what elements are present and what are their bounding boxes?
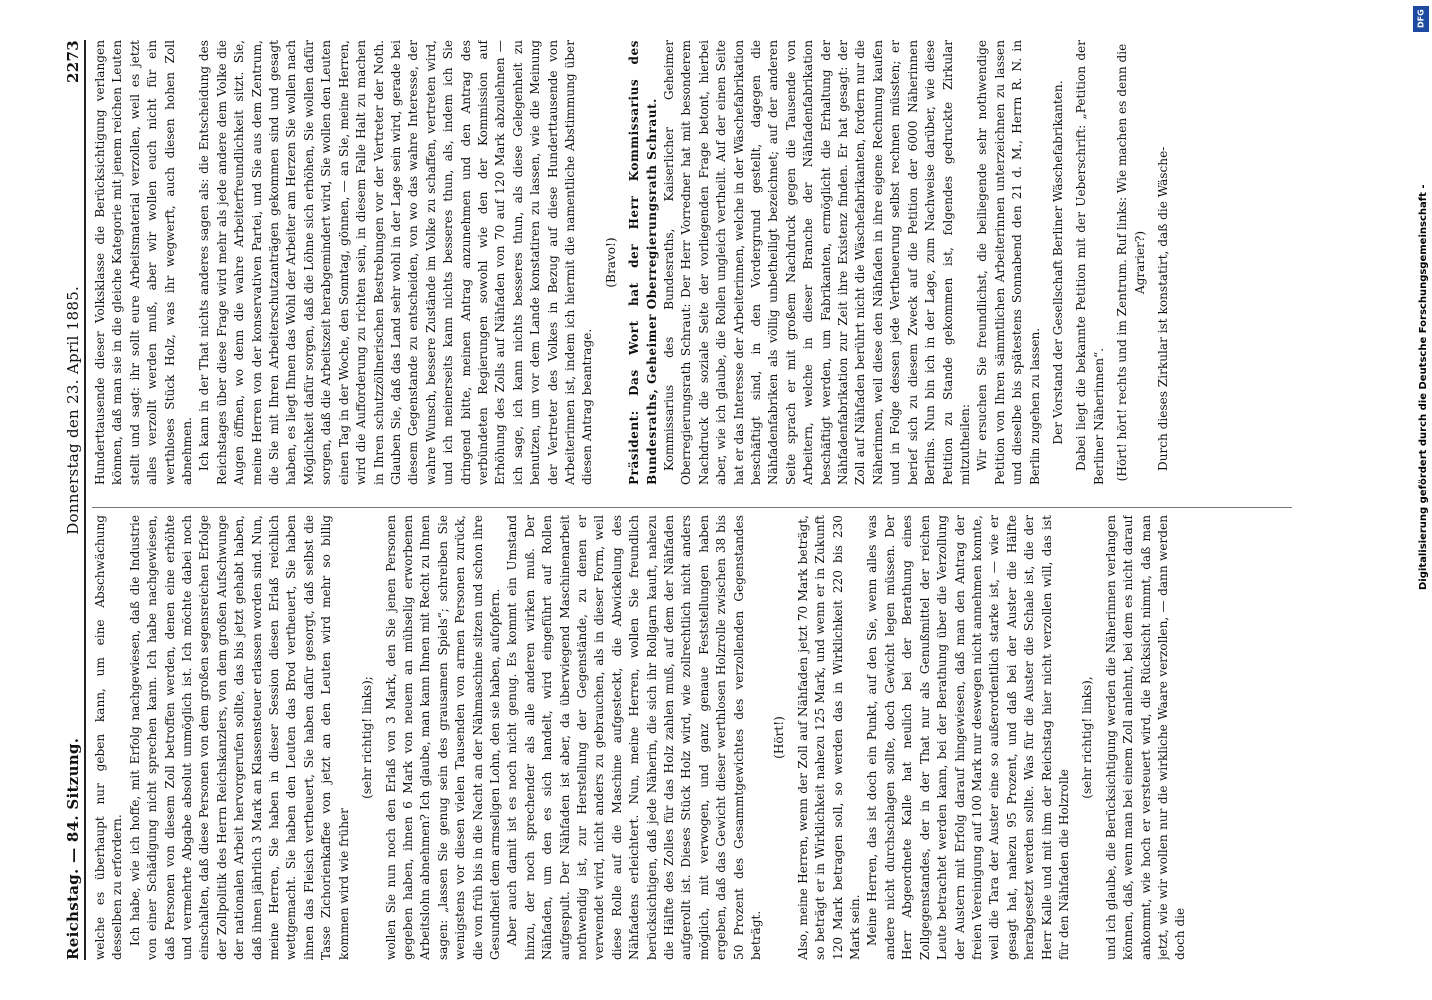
- page-number: 2273: [64, 40, 82, 83]
- interjection: (Bravo!): [603, 237, 618, 288]
- page-header: [58, 40, 86, 960]
- paragraph: Hunderttausende dieser Volksklasse die Berücksichtigung verlangen können, daß man sie in die gleiche Kategorie mit jenem reichen Leuten stellt und sagt: ihr sollt eure Arbeitsmaterial verzollen, weil es jetzt alles verzollt werden muß, aber wir wollen euch nicht für ein werthloses Stück Holz, was ihr wegwerft, auch diesen hohen Zoll abnehmen.: [93, 40, 195, 485]
- paragraph: Durch dieses Zirkular ist konstatirt, daß die Wäsche-: [1155, 146, 1170, 471]
- column-divider: [92, 507, 1292, 508]
- paragraph: Dabei liegt die bekannte Petition mit der Ueberschrift: „Petition der Berliner Näherinnen“.: [1074, 40, 1106, 485]
- dfg-credit: Digitalisierung gefördert durch die Deutsche Forschungsgemeinschaft -: [1418, 184, 1429, 590]
- interjection: (Hört! hört! rechts und im Zentrum. Ruf links: Wie machen es denn die Agrarier?): [1115, 43, 1147, 482]
- interjection: (sehr richtig! links);: [360, 676, 375, 799]
- interjection: Der Vorstand der Gesellschaft Berliner Wäschefabrikanten.: [1050, 80, 1065, 445]
- header-session: Reichstag. — 84. Sitzung.: [64, 737, 82, 960]
- paragraph: Kommissarius des Bundesraths, Kaiserlicher Geheimer Oberregierungsrath Schraut: Der Herr Vorredner hat mit besonderem Nachdruck die soziale Seite der vorliegenden Frage betont, hierbei aber, wie ich glaube, die Rollen ungleich vertheilt. Auf der einen Seite hat er das Interesse der Arbeiterinnen, welche in der Wäschefabrikation beschäftigt sind, in den Vordergrund gestellt, dagegen die Nähfadenfabriken als völlig unbetheiligt bezeichnet; auf der anderen Seite sprach er mit großem Nachdruck gegen die Tausende von Arbeitern, welche in dieser Branche der Nähfadenfabrikation beschäftigt werden, um Fabrikanten, ermöglicht die Erhaltung der Nähfadenfabrikation zur Zeit ihre Existenz finden. Er hat gesagt: der Zoll auf Nähfaden berührt nicht die Wäschefabrikanten, fordern nur die Näherinnen, weil diese den Nähfaden in ihre eigene Rechnung kaufen und in Folge dessen jede Vertheuerung selbst rechnen müssten; er berief sich zu diesem Zweck auf die Petition der 6000 Näherinnen Berlins. Nun bin ich in der Lage, zum Nachweise darüber, wie diese Petition zu Stande gekommen ist, folgendes gedruckte Zirkular mitzutheilen:: [662, 40, 972, 485]
- text-column-left: [92, 515, 1297, 960]
- interjection: (Hört!): [772, 716, 787, 759]
- paragraph: welche es überhaupt nur geben kann, um eine Abschwächung desselben zu erfordern.: [93, 515, 125, 960]
- interjection: (sehr richtig! links),: [1080, 676, 1095, 799]
- paragraph: Also, meine Herren, wenn der Zoll auf Nähfaden jetzt 70 Mark beträgt, so beträgt er in Wirklichkeit nahezu 125 Mark, und wenn er in Zukunft 120 Mark betragen soll, so werden das in Wirklichkeit 220 bis 230 Mark sein.: [795, 515, 863, 960]
- paragraph: und ich glaube, die Berücksichtigung werden die Näherinnen verlangen können, daß, wenn man bei einem Zoll anlehnt, bei dem es nicht darauf ankommt, wie hoch er versteuert wird, die Rücksicht nimmt, daß man jetzt, wie wir wollen nur die wirkliche Waare verzollen, — dann werden doch die: [1103, 515, 1188, 960]
- paragraph: wollen Sie nun noch den Erlaß von 3 Mark, den Sie jenen Personen gegeben haben, ihnen 6 Mark von neuem an mühselig erworbenen Arbeitslohn abnehmen? Ich glaube, man kann Ihnen mit Recht zu Ihnen sagen: „lassen Sie genug sein des grausamen Spiels“; schreiben Sie wenigstens vor diesen vielen Tausenden von armen Personen zurück, die von früh bis in die Nacht an der Nähmaschine sitzen und schon ihre Gesundheit dem armseligen Lohn, den sie haben, aufopfern.: [383, 515, 502, 960]
- paragraph: Ich habe, wie ich hoffe, mit Erfolg nachgewiesen, daß die Industrie von einer Schädigung nicht sprechen kann. Ich habe nachgewiesen, daß Personen von diesem Zoll betroffen werden, denen eine erhöhte und vermehrte Abgabe absolut unmöglich ist. Ich möchte dabei noch einschalten, daß diese Personen von dem großen segensreichen Erfolge der Zollpolitik des Herrn Reichskanzlers, von dem großen Aufschwunge der nationalen Arbeit hervorgerufen sollte, das bis jetzt gehabt haben, daß ihnen jährlich 3 Mark an Klassensteuer erlassen worden sind. Nun, meine Herren, Sie haben in dieser Session diesen Erlaß reichlich wettgemacht. Sie haben den Leuten das Brod vertheuert, Sie haben ihnen das Fleisch vertheuert, Sie haben dafür gesorgt, daß selbst die Tasse Zichorienkaffee von jetzt an den Leuten wird mehr so billig kommen wird wie früher: [127, 515, 351, 960]
- paragraph: Aber auch damit ist es noch nicht genug. Es kommt ein Umstand hinzu, der noch sprechender als alle anderen wirken muß. Der Nähfaden, um den es sich handelt, wird eingeführt auf Rollen aufgespult. Der Nähfaden ist aber, da überwiegend Maschinenarbeit nothwendig ist, zur Herstellung der Gegenstände, zu denen er verwendet wird, nicht anders zu gebrauchen, als in dieser Form, weil diese Rolle auf die Maschine aufgesteckt, die Abwickelung des Nähfadens erleichtert. Nun, meine Herren, wollen Sie freundlich berücksichtigen, daß jede Näherin, die sich ihr Rollgarn kauft, nahezu die Hälfte des Zolles für das Holz zahlen muß, auf dem der Nähfaden aufgerollt ist. Dieses Stück Holz wird, wie zollrechtlich nicht anders möglich, mit verwogen, und ganz genaue Feststellungen haben ergeben, daß das Gewicht dieser werthlosen Holzrolle zwischen 38 bis 50 Prozent des Gesammtgewichtes des verzollenden Gegenstandes beträgt.: [505, 515, 764, 960]
- paragraph: Wir ersuchen Sie freundlichst, die beiliegende sehr nothwendige Petition von Ihren sämmtlichen Arbeiterinnen unterzeichnen zu lassen und dieselbe bis spätestens Sonnabend den 21 d. M., Herrn R. N. in Berlin zugehen zu lassen.: [975, 40, 1042, 485]
- paragraph: Meine Herren, das ist doch ein Punkt, auf den Sie, wenn alles was andere nicht durchschlagen sollte, doch Gewicht legen müssen. Der Herr Abgeordnete Kalle hat neulich bei der Berathung eines Zollgegenstandes, der in der That nur als Genußmittel der reichen Leute betrachtet werden kann, bei der Berathung über die Verzollung der Austern mit Erfolg darauf hingewiesen, daß man den Antrag der freien Vereinigung auf 100 Mark nur deswegen nicht annehmen konnte, weil die Tara der Auster eine so außerordentlich starke ist, — wie er gesagt hat, nahezu 95 Prozent, und daß bei der Auster die Hälfte herabgesetzt werden sollte. Was für die Auster die Schale ist, die der Herr Kalle und mit ihm der Reichstag hier nicht verzollen will, das ist für den Nähfaden die Holzrolle: [865, 515, 1071, 960]
- text-column-right: [92, 40, 1297, 485]
- paragraph: Ich kann in der That nichts anderes sagen als: die Entscheidung des Reichstages über diese Frage wird mehr als jede andere dem Volke die Augen öffnen, wo denn die wahre Arbeiterfreundlichkeit sitzt. Sie, meine Herren von der konservativen Partei, und Sie aus dem Zentrum, die Sie mit Ihren Arbeiterschutzanträgen gekommen sind und gesagt haben, es liegt Ihnen das Wohl der Arbeiter am Herzen Sie wollen nach Möglichkeit dafür sorgen, daß die Löhne sich erhöhen, Sie wollen dafür sorgen, daß die Arbeitszeit herabgemindert wird, Sie wollen den Leuten einen Tag in der Woche, den Sonntag, gönnen, — an Sie, meine Herren, wird die Aufforderung zu richten sein, in diesem Falle Halt zu machen in Ihren schutzzöllnerischen Bestrebungen vor der Vertreter der Noth. Glauben Sie, daß das Land sehr wohl in der Lage sein wird, gerade bei diesem Gegenstande zu entscheiden, von wo das wahre Interesse, der wahre Wunsch, bessere Zustände im Volke zu schaffen, vertreten wird, und ich meinerseits kann nichts besseres thun, als, indem ich Sie dringend bitte, meinen Antrag anzunehmen und den Antrag des verbündeten Regierungen sowohl wie den der Kommission auf Erhöhung des Zolls auf Nähfaden von 70 auf 120 Mark abzulehnen — ich sage, ich kann nichts besseres thun, als diese Gelegenheit zu benutzen, um vor dem Lande konstatiren zu lassen, wie die Meinung der Vertreter des Volkes in Bezug auf diese Hunderttausende von Arbeiterinnen ist, indem ich hiermit die namentliche Abstimmung über diesen Antrag beantrage.: [197, 40, 595, 485]
- speaker-paragraph: Präsident: Das Wort hat der Herr Kommissarius des Bundesraths, Geheimer Oberregierungsrath Schraut.: [627, 40, 659, 485]
- dfg-logo: DFG: [1413, 6, 1429, 32]
- header-date: Donnerstag den 23. April 1885.: [64, 285, 82, 535]
